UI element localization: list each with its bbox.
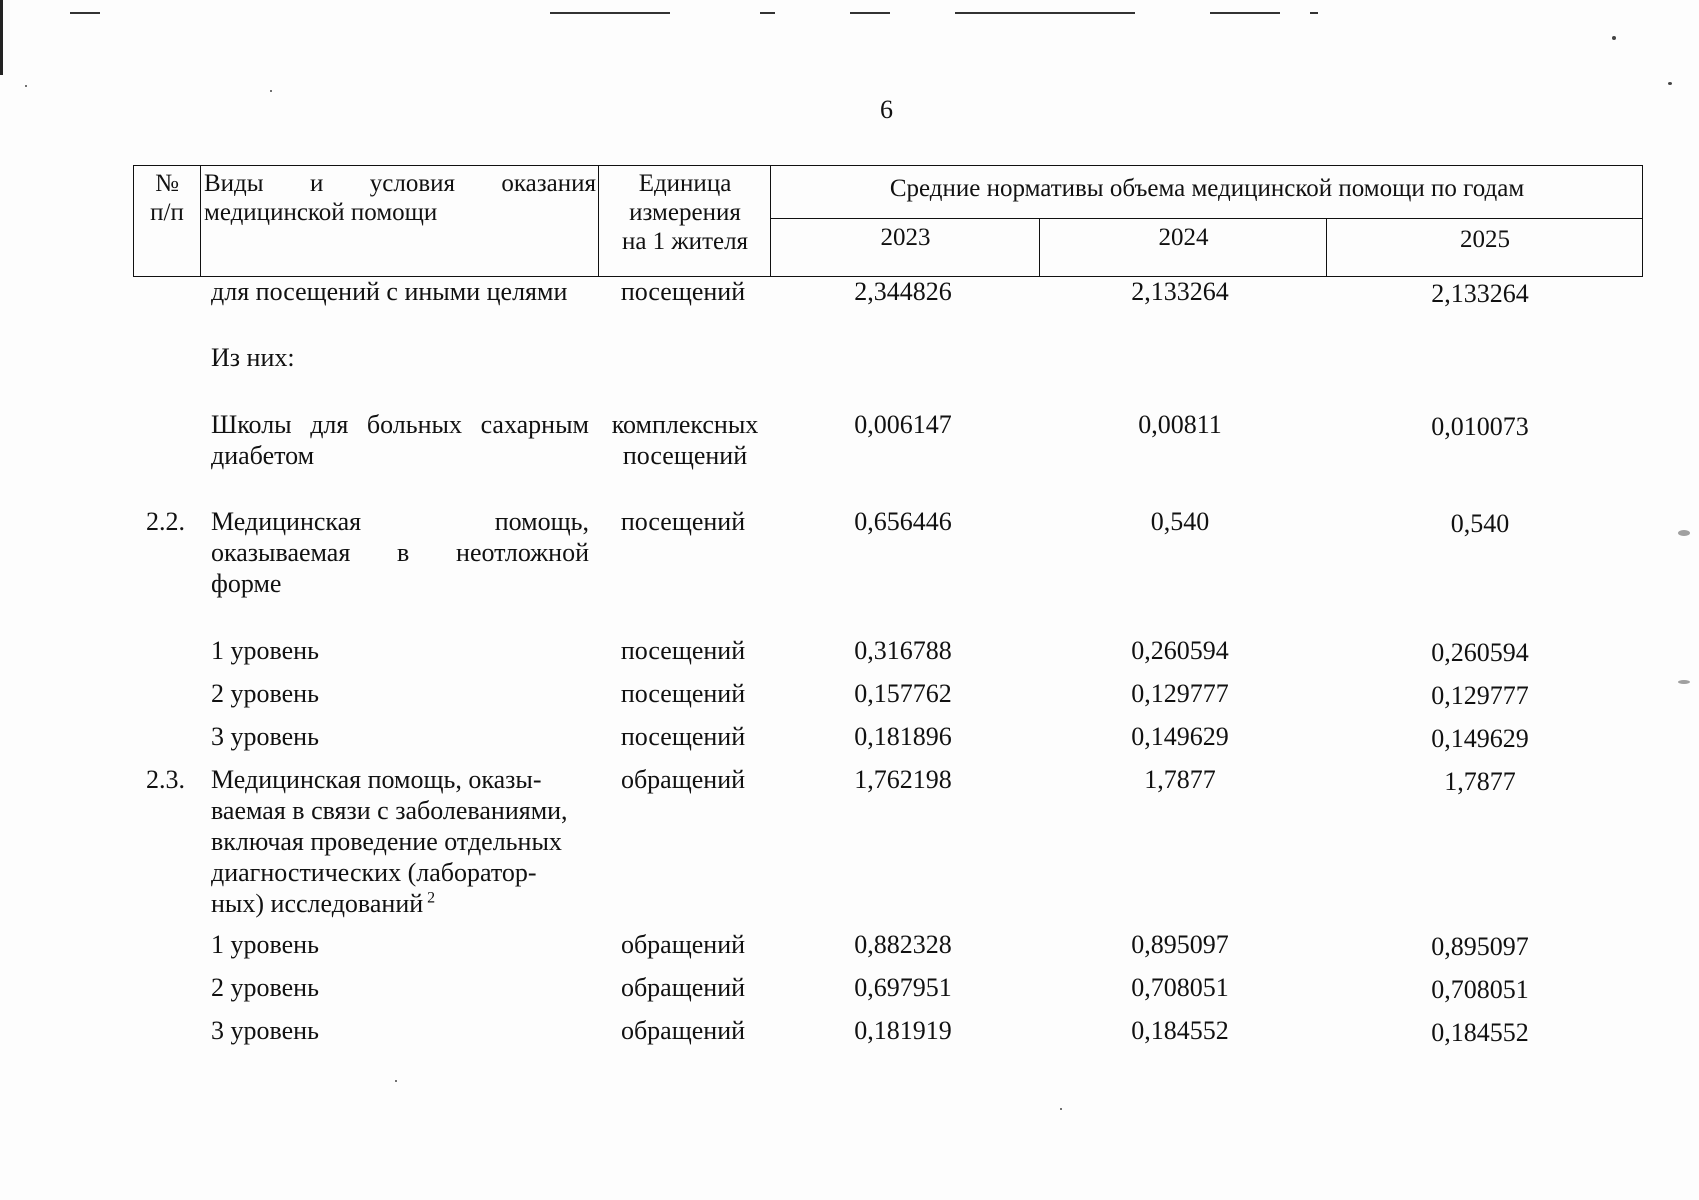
- header-col-unit-line1: Единица: [638, 170, 732, 197]
- row-description: [211, 972, 611, 1003]
- value-2025: 0,129777: [1431, 681, 1529, 710]
- value-2024: 0,540: [1150, 507, 1210, 536]
- value-2023: 0,882328: [854, 930, 952, 959]
- header-word: Виды: [204, 170, 264, 197]
- row-number: 2.2.: [146, 507, 185, 536]
- line-text: 3 уровень: [211, 722, 319, 751]
- line-text: Из них:: [211, 343, 295, 372]
- word: в: [397, 538, 410, 567]
- value-2025: 0,895097: [1431, 932, 1529, 961]
- row-description-line: [211, 972, 611, 1003]
- header-year-2025: 2025: [1460, 226, 1510, 253]
- value-2024: 0,149629: [1131, 722, 1229, 751]
- scan-edge-mark: [0, 0, 3, 75]
- row-description: [211, 929, 611, 960]
- row-description: [211, 635, 611, 666]
- value-2024: 0,260594: [1131, 636, 1229, 665]
- word: оказываемая: [211, 538, 351, 567]
- value-2023: 0,006147: [854, 410, 952, 439]
- value-2024: 0,129777: [1131, 679, 1229, 708]
- row-unit: [598, 678, 768, 709]
- header-word: условия: [369, 170, 456, 197]
- row-unit-line: обращений: [620, 765, 746, 794]
- row-description-line: [211, 764, 611, 795]
- word: неотложной: [456, 538, 589, 567]
- row-description: [211, 1015, 611, 1046]
- row-unit: [598, 1015, 768, 1046]
- row-description-line: [211, 568, 589, 599]
- value-2023: 0,181896: [854, 722, 952, 751]
- value-2023: 0,697951: [854, 973, 952, 1002]
- row-description-line: [211, 678, 611, 709]
- word: сахарным: [480, 410, 589, 439]
- value-2025: 2,133264: [1431, 279, 1529, 308]
- row-description-line: [211, 409, 589, 440]
- row-unit-line: обращений: [620, 930, 746, 959]
- scan-speck: [1678, 680, 1690, 684]
- row-description-line: [211, 276, 611, 307]
- row-unit: [600, 409, 770, 471]
- row-description-line: [211, 537, 589, 568]
- footnote-marker: 2: [423, 889, 436, 907]
- line-text: ваемая в связи с заболеваниями,: [211, 796, 568, 825]
- value-2024: 1,7877: [1144, 765, 1216, 794]
- row-unit-line: посещений: [622, 441, 748, 470]
- header-word: и: [309, 170, 324, 197]
- header-divider: [598, 166, 599, 276]
- word: помощь,: [494, 507, 589, 536]
- header-col-unit-line3: на 1 жителя: [621, 228, 749, 255]
- word: Медицинская: [211, 507, 362, 536]
- value-2023: 0,181919: [854, 1016, 952, 1045]
- header-year-2024: 2024: [1158, 224, 1209, 251]
- header-col-kind: [204, 169, 596, 227]
- line-text: 1 уровень: [211, 930, 319, 959]
- value-2023: 0,656446: [854, 507, 952, 536]
- row-description-line: [211, 795, 611, 826]
- value-2024: 0,00811: [1138, 410, 1222, 439]
- header-col-group: Средние нормативы объема медицинской помощи по годам: [889, 175, 1525, 202]
- value-2025: 0,260594: [1431, 638, 1529, 667]
- value-2023: 1,762198: [854, 765, 952, 794]
- row-unit: [598, 635, 768, 666]
- row-description-line: [211, 929, 611, 960]
- line-text: форме: [211, 569, 282, 598]
- row-unit: [598, 972, 768, 1003]
- header-divider: [200, 166, 201, 276]
- line-text: для посещений с иными целями: [211, 277, 568, 306]
- header-year-2023: 2023: [880, 224, 931, 251]
- value-2024: 0,184552: [1131, 1016, 1229, 1045]
- value-2023: 0,316788: [854, 636, 952, 665]
- row-description: [211, 721, 611, 752]
- row-unit-line: посещений: [620, 679, 746, 708]
- header-divider: [1039, 218, 1040, 276]
- row-description-line: [211, 440, 589, 471]
- row-unit: [598, 929, 768, 960]
- scan-speck: [25, 85, 27, 87]
- scan-speck: [1060, 1108, 1062, 1110]
- value-2024: 2,133264: [1131, 277, 1229, 306]
- row-description-line: [211, 826, 611, 857]
- value-2025: 1,7877: [1444, 767, 1516, 796]
- header-col-kind-line1: [204, 169, 596, 198]
- row-unit-line: посещений: [620, 507, 746, 536]
- row-unit: [598, 276, 768, 307]
- line-text: включая проведение отдельных: [211, 827, 562, 856]
- scan-top-line: [760, 12, 775, 14]
- row-unit-line: посещений: [620, 636, 746, 665]
- row-description: [211, 506, 589, 599]
- scan-speck: [395, 1080, 397, 1082]
- value-2025: 0,149629: [1431, 724, 1529, 753]
- scan-speck: [1668, 82, 1672, 85]
- word: для: [310, 410, 349, 439]
- row-description: [211, 409, 589, 471]
- scan-top-line: [70, 12, 100, 14]
- row-description-line: [211, 506, 589, 537]
- value-2023: 2,344826: [854, 277, 952, 306]
- row-description-line: [211, 1015, 611, 1046]
- row-description-line: [211, 342, 611, 373]
- header-col-number-line2: п/п: [150, 199, 184, 226]
- row-number: 2.3.: [146, 765, 185, 794]
- header-col-unit-line2: измерения: [629, 199, 741, 226]
- value-2023: 0,157762: [854, 679, 952, 708]
- header-col-kind-line2: медицинской помощи: [204, 199, 438, 226]
- scan-speck: [270, 90, 272, 92]
- scan-speck: [1678, 530, 1690, 536]
- line-text: Медицинская помощь, оказы-: [211, 765, 542, 794]
- row-unit: [598, 506, 768, 537]
- line-text: 2 уровень: [211, 679, 319, 708]
- value-2025: 0,184552: [1431, 1018, 1529, 1047]
- scan-top-line: [955, 12, 1135, 14]
- row-unit: [598, 764, 768, 795]
- row-description: [211, 342, 611, 373]
- table-header: [133, 165, 1643, 277]
- row-description: [211, 276, 611, 307]
- scan-top-line: [1210, 12, 1280, 14]
- header-divider: [1326, 218, 1327, 276]
- value-2024: 0,708051: [1131, 973, 1229, 1002]
- header-divider: [770, 166, 771, 276]
- word: Школы: [211, 410, 292, 439]
- row-unit-line: комплексных: [611, 410, 759, 439]
- row-unit-line: посещений: [620, 722, 746, 751]
- header-divider: [770, 218, 1642, 219]
- row-description: [211, 678, 611, 709]
- row-description-line: [211, 888, 611, 919]
- page-number: 6: [880, 95, 893, 124]
- line-text: 2 уровень: [211, 973, 319, 1002]
- value-2025: 0,540: [1450, 509, 1510, 538]
- line-text: диагностических (лаборатор-: [211, 858, 537, 887]
- value-2025: 0,010073: [1431, 412, 1529, 441]
- header-col-unit: [600, 169, 770, 256]
- row-unit-line: обращений: [620, 1016, 746, 1045]
- row-unit-line: посещений: [620, 277, 746, 306]
- line-text: ных) исследований: [211, 889, 424, 918]
- row-description: [211, 764, 611, 919]
- value-2025: 0,708051: [1431, 975, 1529, 1004]
- value-2024: 0,895097: [1131, 930, 1229, 959]
- line-text: 1 уровень: [211, 636, 319, 665]
- scan-speck: [1612, 36, 1616, 40]
- word: больных: [366, 410, 463, 439]
- scan-top-line: [550, 12, 670, 14]
- row-unit-line: обращений: [620, 973, 746, 1002]
- header-col-number: [134, 169, 200, 227]
- row-description-line: [211, 721, 611, 752]
- row-description-line: [211, 635, 611, 666]
- line-text: диабетом: [211, 441, 315, 470]
- line-text: 3 уровень: [211, 1016, 319, 1045]
- scan-top-line: [1310, 12, 1318, 14]
- scan-top-line: [850, 12, 890, 14]
- header-col-number-line1: №: [155, 170, 179, 197]
- header-word: оказания: [501, 170, 596, 197]
- row-unit: [598, 721, 768, 752]
- row-description-line: [211, 857, 611, 888]
